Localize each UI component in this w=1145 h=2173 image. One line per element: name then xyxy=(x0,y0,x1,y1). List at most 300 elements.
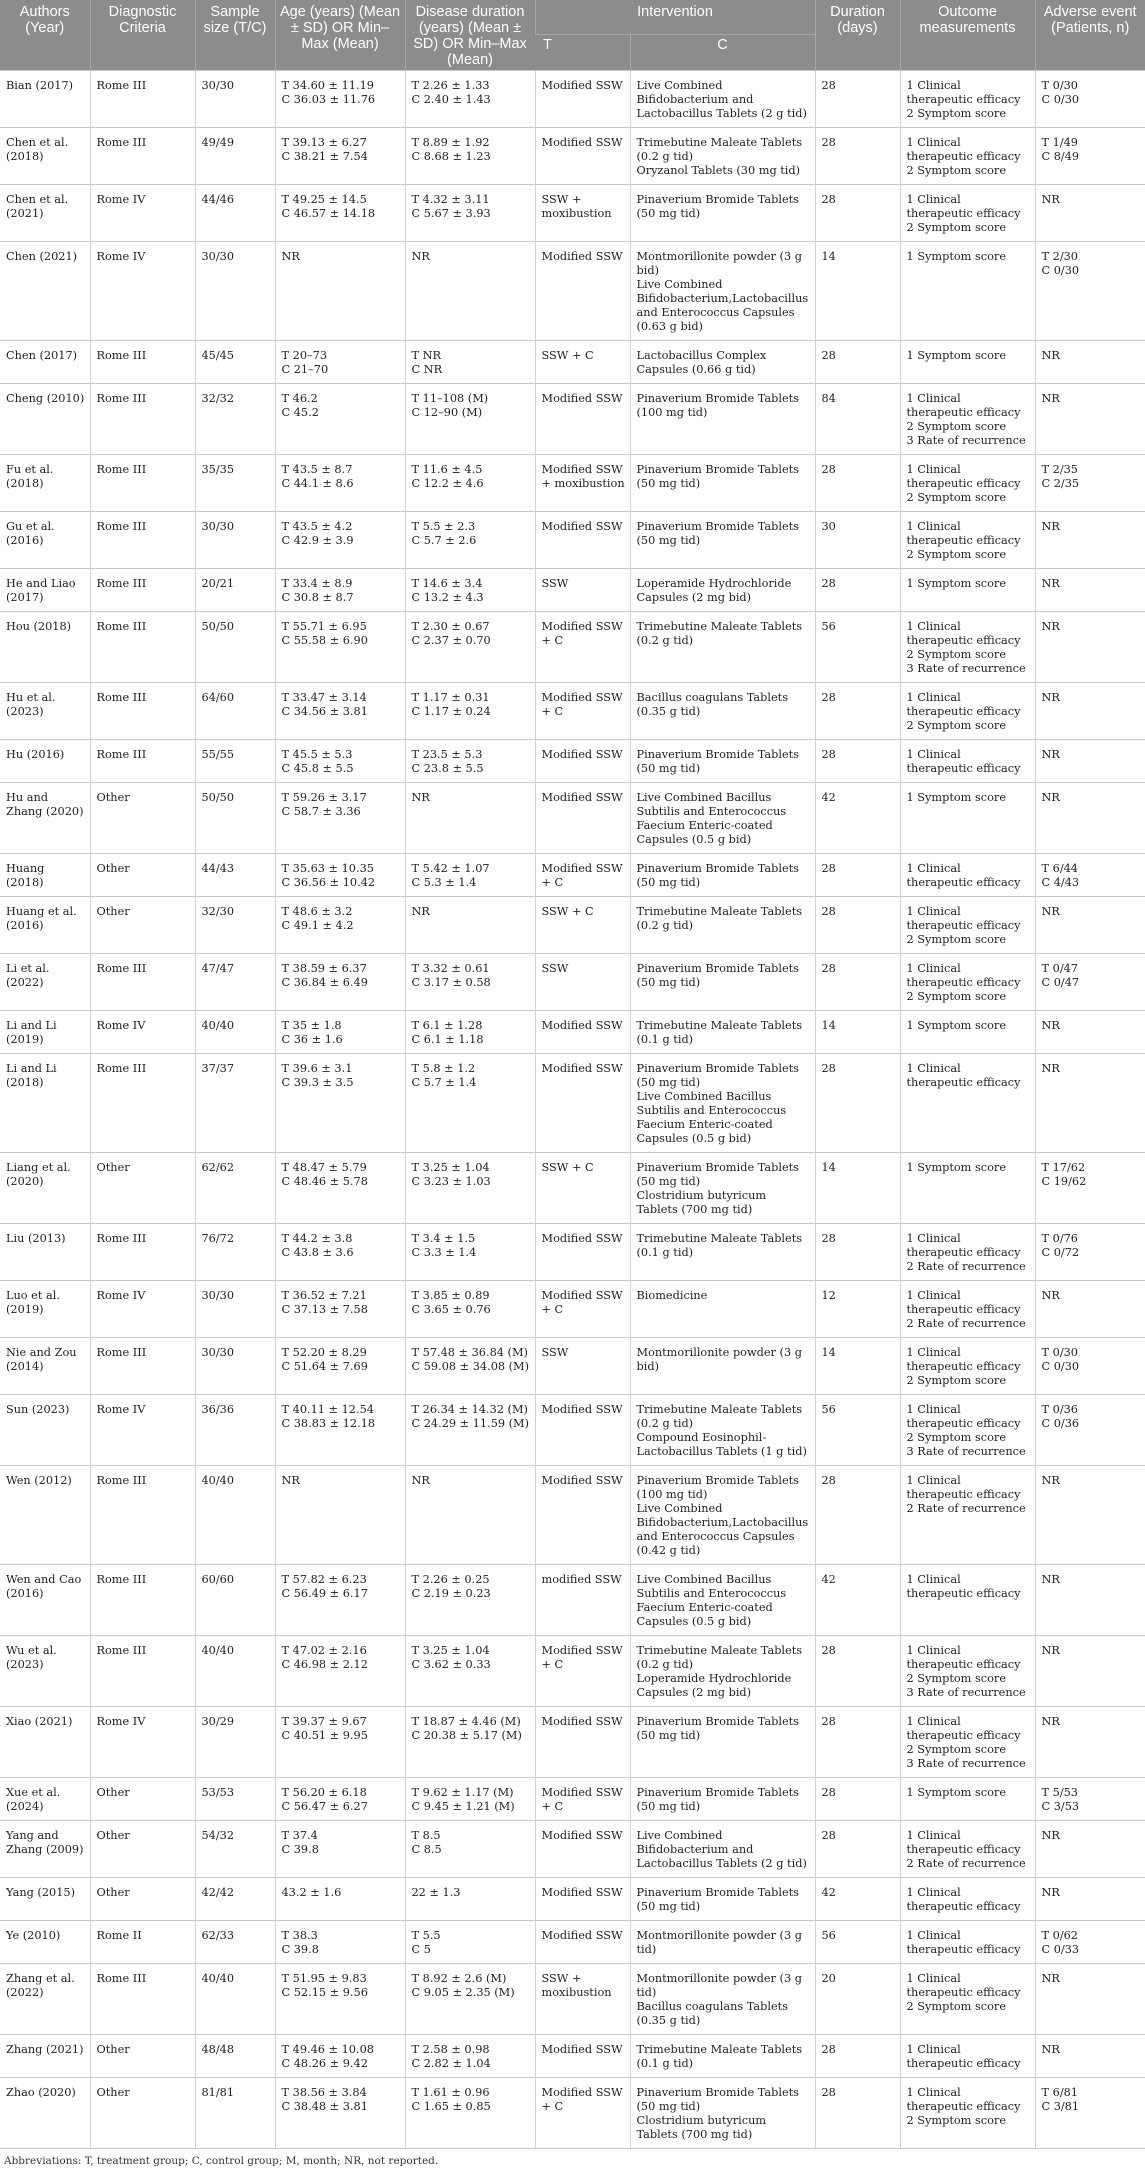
cell-age-line: C 37.13 ± 7.58 xyxy=(281,1303,368,1316)
cell-duration: 28 xyxy=(815,341,900,384)
table-row xyxy=(0,1778,1145,1821)
table-row xyxy=(0,897,1145,954)
cell-age-line: T 39.13 ± 6.27 xyxy=(281,136,367,149)
cell-duration: 28 xyxy=(815,1821,900,1878)
cell-criteria: Rome III xyxy=(90,683,195,740)
cell-disease-duration-line: T 5.42 ± 1.07 xyxy=(411,862,490,875)
cell-outcome-line: 1 Symptom score xyxy=(906,1019,1006,1032)
cell-author: Hou (2018) xyxy=(0,612,90,683)
cell-duration: 14 xyxy=(815,1153,900,1224)
cell-adverse-line: C 0/30 xyxy=(1041,93,1080,106)
cell-criteria: Rome IV xyxy=(90,185,195,242)
cell-intervention-c-line: Bacillus coagulans Tablets (0.35 g tid) xyxy=(636,691,792,718)
table-row xyxy=(0,71,1145,128)
cell-duration: 56 xyxy=(815,612,900,683)
cell-author: Li and Li (2018) xyxy=(0,1054,90,1153)
cell-intervention-c-line: Clostridium butyricum Tablets (700 mg tid) xyxy=(636,1189,770,1216)
cell-disease-duration-line: T 5.5 xyxy=(411,1929,441,1942)
cell-adverse xyxy=(1035,1565,1145,1636)
cell-outcome-line: 1 Symptom score xyxy=(906,1786,1006,1799)
cell-disease-duration-line: NR xyxy=(411,905,430,918)
cell-adverse xyxy=(1035,854,1145,897)
cell-sample: 53/53 xyxy=(195,1778,275,1821)
cell-disease-duration-line: C 12.2 ± 4.6 xyxy=(411,477,484,490)
cell-age-line: T 45.5 ± 5.3 xyxy=(281,748,353,761)
cell-adverse-line: C 0/47 xyxy=(1041,976,1080,989)
cell-age-line: C 51.64 ± 7.69 xyxy=(281,1360,368,1373)
cell-duration: 20 xyxy=(815,1964,900,2035)
cell-outcome-line: 2 Symptom score xyxy=(906,1431,1006,1444)
cell-age-line: T 43.5 ± 4.2 xyxy=(281,520,353,533)
cell-author: Ye (2010) xyxy=(0,1921,90,1964)
cell-disease-duration-line: C 2.40 ± 1.43 xyxy=(411,93,491,106)
cell-intervention-c-line: Pinaverium Bromide Tablets (50 mg tid) xyxy=(636,1886,803,1913)
cell-outcome-line: 2 Symptom score xyxy=(906,648,1006,661)
cell-criteria: Rome IV xyxy=(90,1011,195,1054)
cell-adverse xyxy=(1035,512,1145,569)
cell-disease-duration-line: C 23.8 ± 5.5 xyxy=(411,762,484,775)
cell-age xyxy=(275,2078,405,2149)
cell-adverse-line: T 2/30 xyxy=(1041,250,1078,263)
cell-adverse-line: T 0/36 xyxy=(1041,1403,1078,1416)
cell-intervention-c-line: Trimebutine Maleate Tablets (0.2 g tid) xyxy=(636,136,806,163)
cell-duration: 42 xyxy=(815,1565,900,1636)
cell-disease-duration xyxy=(405,740,535,783)
cell-intervention-c-line: Trimebutine Maleate Tablets (0.2 g tid) xyxy=(636,1403,806,1430)
cell-age-line: C 44.1 ± 8.6 xyxy=(281,477,354,490)
table-row xyxy=(0,455,1145,512)
cell-age xyxy=(275,242,405,341)
cell-outcome-line: 2 Symptom score xyxy=(906,933,1006,946)
cell-sample: 48/48 xyxy=(195,2035,275,2078)
cell-disease-duration xyxy=(405,612,535,683)
cell-duration: 84 xyxy=(815,384,900,455)
cell-disease-duration xyxy=(405,783,535,854)
cell-age xyxy=(275,854,405,897)
table-row xyxy=(0,384,1145,455)
cell-disease-duration-line: T 8.89 ± 1.92 xyxy=(411,136,490,149)
cell-adverse-line: NR xyxy=(1041,1474,1060,1487)
cell-intervention-c-line: Live Combined Bacillus Subtilis and Enterococcus Faecium Enteric-coated Capsules (0.5 g bid) xyxy=(636,791,790,846)
cell-sample: 62/33 xyxy=(195,1921,275,1964)
cell-disease-duration xyxy=(405,1707,535,1778)
cell-outcome-line: 1 Clinical therapeutic efficacy xyxy=(906,1573,1021,1600)
cell-age xyxy=(275,1395,405,1466)
cell-adverse-line: T 5/53 xyxy=(1041,1786,1078,1799)
cell-disease-duration-line: T 2.26 ± 1.33 xyxy=(411,79,490,92)
cell-age-line: T 48.47 ± 5.79 xyxy=(281,1161,367,1174)
cell-intervention-c xyxy=(630,1565,815,1636)
cell-outcome xyxy=(900,1153,1035,1224)
cell-outcome-line: 1 Clinical therapeutic efficacy xyxy=(906,1232,1021,1259)
cell-outcome-line: 1 Clinical therapeutic efficacy xyxy=(906,691,1021,718)
cell-author: Liu (2013) xyxy=(0,1224,90,1281)
cell-sample: 30/30 xyxy=(195,1338,275,1395)
cell-disease-duration xyxy=(405,1395,535,1466)
cell-outcome xyxy=(900,897,1035,954)
cell-age-line: T 49.25 ± 14.5 xyxy=(281,193,367,206)
cell-adverse-line: NR xyxy=(1041,193,1060,206)
cell-author: Sun (2023) xyxy=(0,1395,90,1466)
cell-outcome-line: 2 Symptom score xyxy=(906,719,1006,732)
cell-duration: 28 xyxy=(815,2035,900,2078)
cell-age-line: C 36.03 ± 11.76 xyxy=(281,93,376,106)
header-age: Age (years) (Mean ± SD) OR Min–Max (Mean) xyxy=(275,0,405,71)
cell-criteria: Rome III xyxy=(90,569,195,612)
cell-sample: 76/72 xyxy=(195,1224,275,1281)
cell-age xyxy=(275,569,405,612)
cell-age-line: C 34.56 ± 3.81 xyxy=(281,705,368,718)
cell-sample: 50/50 xyxy=(195,783,275,854)
cell-age-line: C 36.84 ± 6.49 xyxy=(281,976,368,989)
cell-outcome xyxy=(900,854,1035,897)
cell-intervention-c-line: Loperamide Hydrochloride Capsules (2 mg bid) xyxy=(636,577,795,604)
cell-disease-duration xyxy=(405,1778,535,1821)
cell-age xyxy=(275,1565,405,1636)
cell-criteria: Rome III xyxy=(90,341,195,384)
cell-adverse xyxy=(1035,954,1145,1011)
table-row xyxy=(0,1011,1145,1054)
cell-age-line: C 45.2 xyxy=(281,406,319,419)
cell-outcome-line: 2 Symptom score xyxy=(906,2114,1006,2127)
cell-disease-duration xyxy=(405,1153,535,1224)
cell-age-line: C 46.98 ± 2.12 xyxy=(281,1658,368,1671)
cell-intervention-t: Modified SSW xyxy=(535,512,630,569)
cell-intervention-c-line: Live Combined Bifidobacterium,Lactobacillus and Enterococcus Capsules (0.63 g bid) xyxy=(636,278,812,333)
cell-outcome-line: 1 Clinical therapeutic efficacy xyxy=(906,463,1021,490)
cell-outcome xyxy=(900,1707,1035,1778)
cell-intervention-t: Modified SSW + C xyxy=(535,854,630,897)
cell-adverse-line: NR xyxy=(1041,520,1060,533)
cell-age-line: T 40.11 ± 12.54 xyxy=(281,1403,374,1416)
cell-criteria: Rome IV xyxy=(90,1281,195,1338)
cell-age-line: T 39.37 ± 9.67 xyxy=(281,1715,367,1728)
cell-age-line: T 59.26 ± 3.17 xyxy=(281,791,367,804)
cell-outcome-line: 2 Symptom score xyxy=(906,990,1006,1003)
table-row xyxy=(0,1707,1145,1778)
cell-outcome-line: 1 Clinical therapeutic efficacy xyxy=(906,862,1021,889)
cell-criteria: Other xyxy=(90,854,195,897)
cell-author: Fu et al. (2018) xyxy=(0,455,90,512)
cell-intervention-c xyxy=(630,1224,815,1281)
cell-sample: 62/62 xyxy=(195,1153,275,1224)
cell-author: Zhao (2020) xyxy=(0,2078,90,2149)
cell-age xyxy=(275,1224,405,1281)
cell-age xyxy=(275,1878,405,1921)
table-row xyxy=(0,2035,1145,2078)
cell-adverse-line: T 0/47 xyxy=(1041,962,1078,975)
cell-criteria: Rome III xyxy=(90,1224,195,1281)
cell-adverse-line: T 0/30 xyxy=(1041,1346,1078,1359)
cell-intervention-t: Modified SSW + C xyxy=(535,612,630,683)
cell-adverse-line: C 3/81 xyxy=(1041,2100,1080,2113)
cell-disease-duration xyxy=(405,71,535,128)
cell-intervention-c-line: Live Combined Bifidobacterium and Lactobacillus Tablets (2 g tid) xyxy=(636,1829,807,1870)
cell-criteria: Rome III xyxy=(90,1565,195,1636)
cell-adverse-line: NR xyxy=(1041,1886,1060,1899)
cell-adverse xyxy=(1035,128,1145,185)
cell-adverse-line: C 0/30 xyxy=(1041,264,1080,277)
cell-disease-duration xyxy=(405,1921,535,1964)
cell-age xyxy=(275,71,405,128)
cell-age-line: T 43.5 ± 8.7 xyxy=(281,463,353,476)
cell-criteria: Rome IV xyxy=(90,1395,195,1466)
cell-age xyxy=(275,1921,405,1964)
header-intervention-t: T xyxy=(535,35,630,71)
cell-author: Yang (2015) xyxy=(0,1878,90,1921)
cell-sample: 55/55 xyxy=(195,740,275,783)
cell-age xyxy=(275,954,405,1011)
cell-disease-duration xyxy=(405,1565,535,1636)
cell-adverse xyxy=(1035,384,1145,455)
cell-intervention-c xyxy=(630,740,815,783)
cell-intervention-t: Modified SSW + C xyxy=(535,1281,630,1338)
cell-outcome xyxy=(900,242,1035,341)
cell-disease-duration xyxy=(405,1011,535,1054)
cell-outcome-line: 2 Symptom score xyxy=(906,491,1006,504)
cell-sample: 32/30 xyxy=(195,897,275,954)
cell-outcome-line: 1 Clinical therapeutic efficacy xyxy=(906,620,1021,647)
cell-intervention-t: Modified SSW xyxy=(535,1466,630,1565)
cell-adverse-line: T 0/62 xyxy=(1041,1929,1078,1942)
table-row xyxy=(0,569,1145,612)
cell-intervention-c-line: Pinaverium Bromide Tablets (50 mg tid) xyxy=(636,862,803,889)
cell-intervention-c xyxy=(630,783,815,854)
cell-adverse-line: C 0/33 xyxy=(1041,1943,1080,1956)
cell-adverse-line: T 17/62 xyxy=(1041,1161,1086,1174)
cell-outcome-line: 2 Symptom score xyxy=(906,420,1006,433)
cell-criteria: Other xyxy=(90,2035,195,2078)
cell-sample: 30/30 xyxy=(195,71,275,128)
table-row xyxy=(0,683,1145,740)
cell-intervention-c-line: Pinaverium Bromide Tablets (50 mg tid) xyxy=(636,2086,803,2113)
cell-disease-duration-line: T 57.48 ± 36.84 (M) xyxy=(411,1346,528,1359)
cell-author: He and Liao (2017) xyxy=(0,569,90,612)
cell-sample: 54/32 xyxy=(195,1821,275,1878)
cell-duration: 28 xyxy=(815,128,900,185)
cell-outcome-line: 2 Symptom score xyxy=(906,221,1006,234)
cell-sample: 50/50 xyxy=(195,612,275,683)
cell-outcome xyxy=(900,569,1035,612)
cell-age-line: NR xyxy=(281,1474,300,1487)
cell-intervention-c xyxy=(630,341,815,384)
cell-outcome-line: 1 Symptom score xyxy=(906,791,1006,804)
cell-adverse-line: C 0/36 xyxy=(1041,1417,1080,1430)
cell-criteria: Other xyxy=(90,1821,195,1878)
cell-criteria: Other xyxy=(90,783,195,854)
cell-disease-duration-line: C 12–90 (M) xyxy=(411,406,483,419)
cell-outcome-line: 1 Symptom score xyxy=(906,577,1006,590)
cell-outcome-line: 2 Rate of recurrence xyxy=(906,1857,1026,1870)
cell-author: Wen and Cao (2016) xyxy=(0,1565,90,1636)
cell-intervention-c-line: Trimebutine Maleate Tablets (0.1 g tid) xyxy=(636,1232,806,1259)
cell-intervention-c-line: Trimebutine Maleate Tablets (0.1 g tid) xyxy=(636,1019,806,1046)
cell-adverse-line: C 3/53 xyxy=(1041,1800,1080,1813)
cell-duration: 56 xyxy=(815,1395,900,1466)
cell-duration: 28 xyxy=(815,1466,900,1565)
cell-disease-duration-line: T 23.5 ± 5.3 xyxy=(411,748,483,761)
cell-age xyxy=(275,1338,405,1395)
cell-intervention-t: SSW xyxy=(535,1338,630,1395)
cell-adverse-line: NR xyxy=(1041,1972,1060,1985)
cell-disease-duration-line: C 20.38 ± 5.17 (M) xyxy=(411,1729,522,1742)
cell-adverse-line: NR xyxy=(1041,620,1060,633)
cell-age xyxy=(275,512,405,569)
cell-author: Bian (2017) xyxy=(0,71,90,128)
cell-intervention-t: SSW xyxy=(535,569,630,612)
cell-disease-duration-line: C 59.08 ± 34.08 (M) xyxy=(411,1360,530,1373)
cell-intervention-c-line: Live Combined Bifidobacterium and Lactobacillus Tablets (2 g tid) xyxy=(636,79,807,120)
cell-age-line: T 47.02 ± 2.16 xyxy=(281,1644,367,1657)
table-row xyxy=(0,1878,1145,1921)
cell-intervention-c-line: Pinaverium Bromide Tablets (50 mg tid) xyxy=(636,1715,803,1742)
cell-duration: 28 xyxy=(815,1636,900,1707)
cell-disease-duration-line: T 2.26 ± 0.25 xyxy=(411,1573,490,1586)
header-duration: Duration (days) xyxy=(815,0,900,71)
cell-disease-duration-line: T NR xyxy=(411,349,442,362)
cell-author: Xiao (2021) xyxy=(0,1707,90,1778)
cell-intervention-c xyxy=(630,1821,815,1878)
cell-outcome xyxy=(900,1011,1035,1054)
cell-intervention-c xyxy=(630,1153,815,1224)
cell-disease-duration xyxy=(405,854,535,897)
cell-disease-duration-line: C 8.5 xyxy=(411,1843,442,1856)
table-body xyxy=(0,71,1145,2149)
cell-outcome-line: 1 Clinical therapeutic efficacy xyxy=(906,1972,1021,1999)
cell-sample: 64/60 xyxy=(195,683,275,740)
cell-outcome-line: 2 Symptom score xyxy=(906,164,1006,177)
cell-adverse xyxy=(1035,1153,1145,1224)
cell-age-line: T 34.60 ± 11.19 xyxy=(281,79,374,92)
cell-disease-duration-line: T 2.58 ± 0.98 xyxy=(411,2043,490,2056)
cell-author: Yang and Zhang (2009) xyxy=(0,1821,90,1878)
cell-adverse-line: NR xyxy=(1041,1715,1060,1728)
cell-adverse-line: C 0/30 xyxy=(1041,1360,1080,1373)
cell-sample: 32/32 xyxy=(195,384,275,455)
cell-intervention-c xyxy=(630,854,815,897)
cell-duration: 14 xyxy=(815,242,900,341)
cell-author: Huang et al. (2016) xyxy=(0,897,90,954)
cell-intervention-t: Modified SSW + C xyxy=(535,683,630,740)
cell-age xyxy=(275,740,405,783)
cell-adverse xyxy=(1035,455,1145,512)
cell-adverse-line: NR xyxy=(1041,691,1060,704)
cell-criteria: Other xyxy=(90,2078,195,2149)
cell-intervention-c xyxy=(630,71,815,128)
cell-adverse xyxy=(1035,897,1145,954)
cell-adverse xyxy=(1035,1707,1145,1778)
cell-adverse xyxy=(1035,1636,1145,1707)
cell-criteria: Rome III xyxy=(90,1636,195,1707)
cell-disease-duration xyxy=(405,242,535,341)
cell-sample: 30/30 xyxy=(195,512,275,569)
cell-age-line: C 39.8 xyxy=(281,1943,319,1956)
cell-age-line: T 46.2 xyxy=(281,392,318,405)
table-row xyxy=(0,1153,1145,1224)
cell-intervention-c xyxy=(630,569,815,612)
cell-duration: 12 xyxy=(815,1281,900,1338)
cell-adverse xyxy=(1035,1921,1145,1964)
cell-disease-duration-line: T 1.17 ± 0.31 xyxy=(411,691,490,704)
table-row xyxy=(0,740,1145,783)
cell-intervention-t: SSW + C xyxy=(535,1153,630,1224)
cell-adverse-line: C 0/72 xyxy=(1041,1246,1080,1259)
cell-intervention-t: Modified SSW xyxy=(535,1395,630,1466)
cell-age-line: T 51.95 ± 9.83 xyxy=(281,1972,367,1985)
cell-criteria: Rome IV xyxy=(90,242,195,341)
cell-intervention-c xyxy=(630,897,815,954)
cell-intervention-t: Modified SSW xyxy=(535,1878,630,1921)
cell-author: Zhang et al. (2022) xyxy=(0,1964,90,2035)
cell-age-line: C 43.8 ± 3.6 xyxy=(281,1246,354,1259)
cell-adverse-line: NR xyxy=(1041,349,1060,362)
cell-age-line: C 55.58 ± 6.90 xyxy=(281,634,368,647)
cell-disease-duration-line: C 5 xyxy=(411,1943,431,1956)
cell-outcome xyxy=(900,1395,1035,1466)
cell-adverse-line: C 4/43 xyxy=(1041,876,1080,889)
cell-disease-duration xyxy=(405,1281,535,1338)
cell-criteria: Rome III xyxy=(90,455,195,512)
cell-age-line: T 55.71 ± 6.95 xyxy=(281,620,367,633)
cell-disease-duration-line: C 9.05 ± 2.35 (M) xyxy=(411,1986,515,1999)
cell-outcome xyxy=(900,1778,1035,1821)
cell-outcome xyxy=(900,1821,1035,1878)
cell-age xyxy=(275,2035,405,2078)
cell-adverse xyxy=(1035,1281,1145,1338)
cell-disease-duration-line: T 2.30 ± 0.67 xyxy=(411,620,490,633)
cell-disease-duration-line: T 3.32 ± 0.61 xyxy=(411,962,490,975)
cell-age xyxy=(275,1466,405,1565)
cell-age xyxy=(275,1707,405,1778)
cell-disease-duration-line: T 5.5 ± 2.3 xyxy=(411,520,476,533)
cell-age-line: 43.2 ± 1.6 xyxy=(281,1886,342,1899)
cell-age-line: C 39.8 xyxy=(281,1843,319,1856)
table-row xyxy=(0,2078,1145,2149)
table-row xyxy=(0,242,1145,341)
cell-duration: 56 xyxy=(815,1921,900,1964)
cell-author: Luo et al. (2019) xyxy=(0,1281,90,1338)
cell-adverse xyxy=(1035,1964,1145,2035)
cell-disease-duration-line: T 18.87 ± 4.46 (M) xyxy=(411,1715,521,1728)
cell-intervention-t: Modified SSW + C xyxy=(535,1778,630,1821)
table-row xyxy=(0,1338,1145,1395)
cell-sample: 45/45 xyxy=(195,341,275,384)
cell-intervention-c xyxy=(630,1466,815,1565)
cell-intervention-c xyxy=(630,1878,815,1921)
cell-adverse xyxy=(1035,569,1145,612)
cell-intervention-t: Modified SSW xyxy=(535,1011,630,1054)
cell-sample: 36/36 xyxy=(195,1395,275,1466)
cell-outcome xyxy=(900,384,1035,455)
cell-outcome xyxy=(900,1224,1035,1281)
cell-disease-duration-line: C 3.23 ± 1.03 xyxy=(411,1175,491,1188)
cell-sample: 42/42 xyxy=(195,1878,275,1921)
cell-author: Li and Li (2019) xyxy=(0,1011,90,1054)
cell-intervention-c-line: Pinaverium Bromide Tablets (100 mg tid) xyxy=(636,392,803,419)
cell-criteria: Other xyxy=(90,1878,195,1921)
cell-disease-duration-line: C 1.17 ± 0.24 xyxy=(411,705,491,718)
cell-duration: 28 xyxy=(815,1778,900,1821)
cell-adverse-line: NR xyxy=(1041,2043,1060,2056)
cell-intervention-c xyxy=(630,2035,815,2078)
table-row xyxy=(0,1821,1145,1878)
cell-author: Cheng (2010) xyxy=(0,384,90,455)
cell-age-line: C 38.83 ± 12.18 xyxy=(281,1417,376,1430)
cell-outcome-line: 1 Symptom score xyxy=(906,1161,1006,1174)
cell-intervention-c-line: Pinaverium Bromide Tablets (50 mg tid) xyxy=(636,962,803,989)
cell-criteria: Rome III xyxy=(90,954,195,1011)
cell-outcome-line: 1 Clinical therapeutic efficacy xyxy=(906,136,1021,163)
